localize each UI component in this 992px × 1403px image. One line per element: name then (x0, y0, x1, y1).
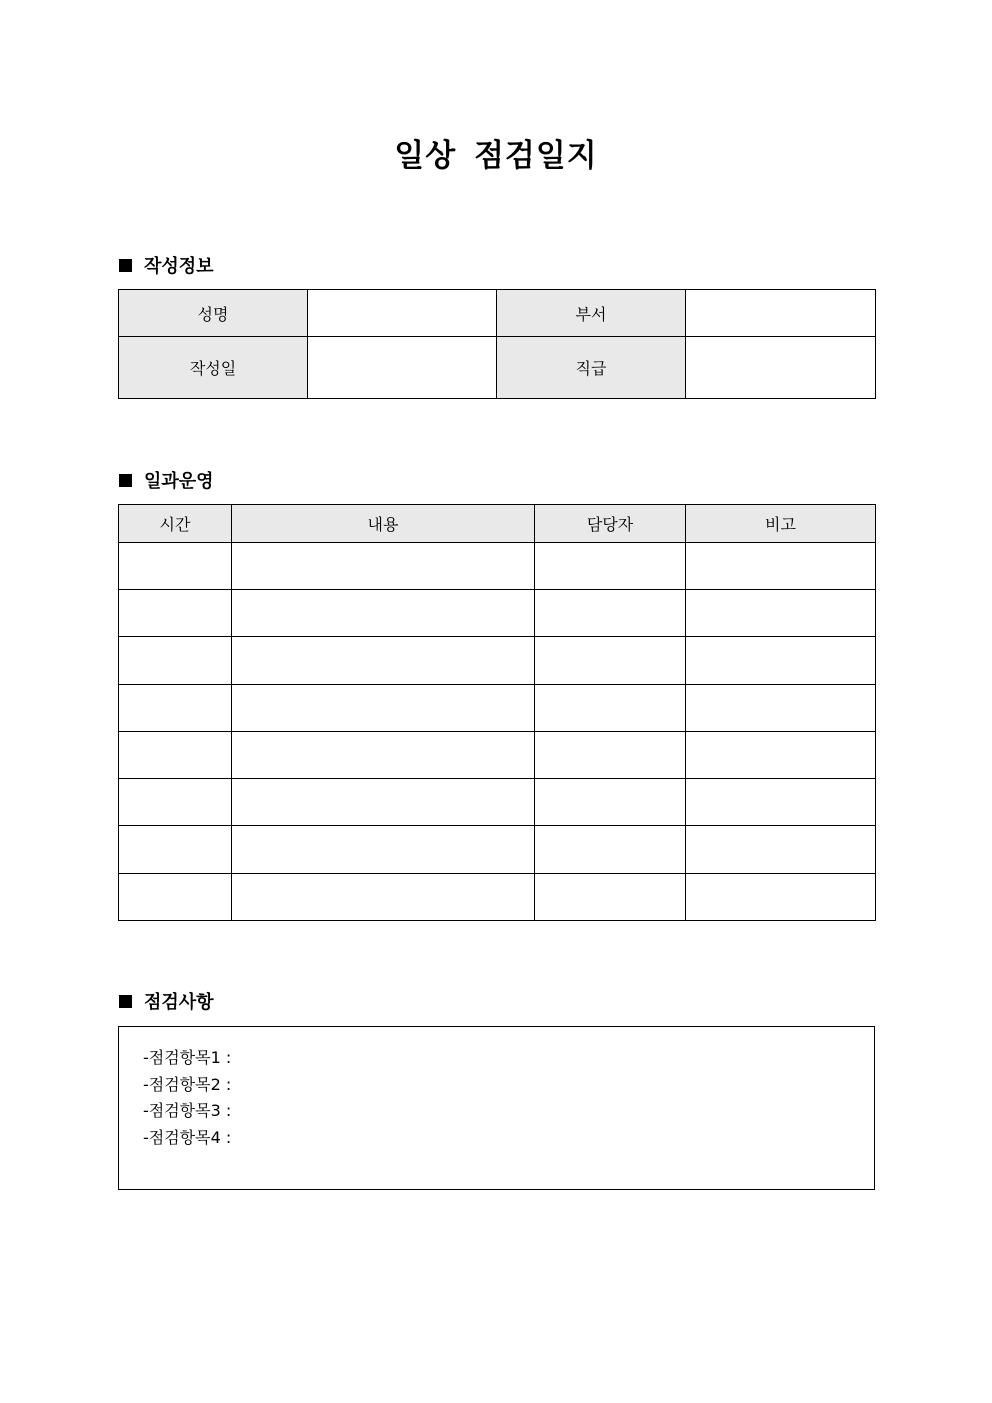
manager-cell[interactable] (535, 685, 686, 732)
time-cell[interactable] (119, 685, 232, 732)
date-field[interactable] (308, 337, 497, 399)
manager-cell[interactable] (535, 637, 686, 685)
time-cell[interactable] (119, 637, 232, 685)
content-cell[interactable] (232, 874, 535, 921)
remarks-cell[interactable] (686, 732, 876, 779)
content-cell[interactable] (232, 732, 535, 779)
daily-ops-table (118, 504, 876, 921)
remarks-cell[interactable] (686, 637, 876, 685)
inspection-heading (119, 989, 214, 1013)
content-cell[interactable] (232, 543, 535, 590)
remarks-cell[interactable] (686, 874, 876, 921)
content-cell[interactable] (232, 590, 535, 637)
column-header-content: 내용 (232, 505, 535, 543)
table-row (119, 637, 876, 685)
time-cell[interactable] (119, 732, 232, 779)
remarks-cell[interactable] (686, 685, 876, 732)
content-cell[interactable] (232, 637, 535, 685)
author-info-heading (119, 253, 214, 277)
manager-cell[interactable] (535, 590, 686, 637)
manager-cell[interactable] (535, 874, 686, 921)
position-label: 직급 (497, 337, 686, 399)
name-label: 성명 (119, 290, 308, 337)
content-cell[interactable] (232, 826, 535, 874)
inspection-heading-label: 점검사항 (144, 992, 214, 1013)
square-bullet-icon (119, 259, 132, 272)
inspection-item: -점검항목4 : (143, 1127, 232, 1147)
department-label: 부서 (497, 290, 686, 337)
remarks-cell[interactable] (686, 543, 876, 590)
date-label: 작성일 (119, 337, 308, 399)
manager-cell[interactable] (535, 779, 686, 826)
author-info-table (118, 289, 876, 399)
square-bullet-icon (119, 474, 132, 487)
author-info-heading-label: 작성정보 (144, 256, 214, 277)
content-cell[interactable] (232, 685, 535, 732)
remarks-cell[interactable] (686, 826, 876, 874)
inspection-item: -점검항목3 : (143, 1101, 232, 1120)
time-cell[interactable] (119, 874, 232, 921)
manager-cell[interactable] (535, 826, 686, 874)
time-cell[interactable] (119, 779, 232, 826)
author-info-row (119, 290, 876, 337)
remarks-cell[interactable] (686, 590, 876, 637)
time-cell[interactable] (119, 543, 232, 590)
department-field[interactable] (686, 290, 876, 337)
inspection-item: -점검항목1 : (143, 1048, 232, 1067)
column-header-manager: 담당자 (535, 505, 686, 543)
inspection-item: -점검항목2 : (143, 1074, 232, 1094)
time-cell[interactable] (119, 826, 232, 874)
table-row (119, 779, 876, 826)
column-header-time: 시간 (119, 505, 232, 543)
time-cell[interactable] (119, 590, 232, 637)
position-field[interactable] (686, 337, 876, 399)
table-row (119, 826, 876, 874)
daily-ops-heading-label: 일과운영 (144, 471, 214, 492)
name-field[interactable] (308, 290, 497, 337)
table-row (119, 590, 876, 637)
daily-ops-header-row (119, 505, 876, 543)
column-header-remarks: 비고 (686, 505, 876, 543)
table-row (119, 732, 876, 779)
content-cell[interactable] (232, 779, 535, 826)
manager-cell[interactable] (535, 732, 686, 779)
table-row (119, 543, 876, 590)
square-bullet-icon (119, 995, 132, 1008)
document-title: 일상 점검일지 (394, 138, 598, 174)
author-info-row (119, 337, 876, 399)
remarks-cell[interactable] (686, 779, 876, 826)
inspection-notes-box[interactable] (118, 1026, 875, 1190)
daily-ops-heading (119, 468, 214, 492)
table-row (119, 685, 876, 732)
manager-cell[interactable] (535, 543, 686, 590)
table-row (119, 874, 876, 921)
